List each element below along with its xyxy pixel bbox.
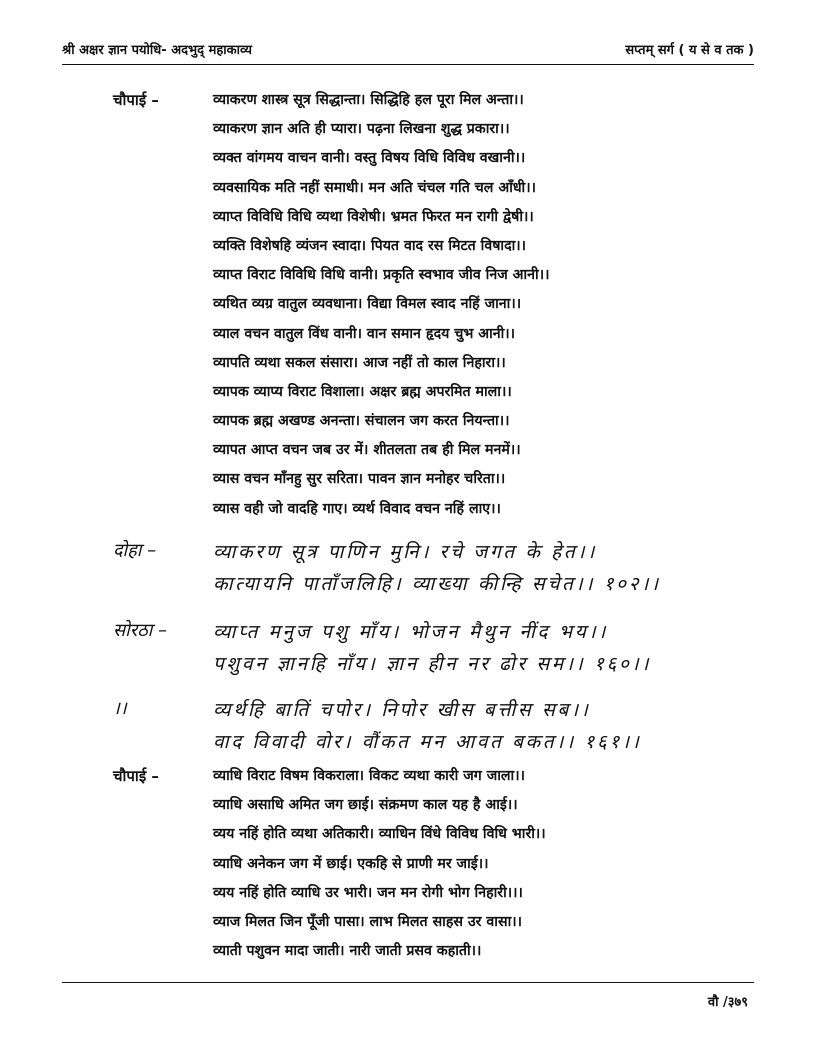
- verse-line: व्यय नहिं होति व्यथा अतिकारी। व्याधिन विंधे विविध विधि भारी।।: [213, 826, 546, 843]
- verse-line: पशुवन ज्ञानहि नाँय। ज्ञान हीन नर ढोर सम।। १६०।।: [213, 653, 652, 675]
- verse-line: व्यवसायिक मति नहीं समाधी। मन अति चंचल गति चल आँधी।।: [213, 179, 536, 196]
- verse-line: व्यास वही जो वादहि गाए। व्यर्थ विवाद वचन नहिं लाए।।: [213, 500, 501, 517]
- header-title: श्री अक्षर ज्ञान पयोधि- अदभुद् महाकाव्य: [62, 43, 252, 58]
- verse-line: व्याल वचन वातुल विंध वानी। वान समान हृदय चुभ आनी।।: [213, 325, 516, 342]
- verse-line: व्यर्थहि बातिं चपोर। निपोर खीस बत्तीस सब।।: [213, 699, 591, 721]
- verse-lines: [213, 694, 646, 758]
- verse-line: व्याकरण शास्त्र सूत्र सिद्धान्ता। सिद्धिहि हल पूरा मिल अन्ता।।: [213, 92, 524, 108]
- verse-line: व्यापक ब्रह्म अखण्ड अनन्ता। संचालन जग करत नियन्ता।।: [213, 413, 510, 430]
- verse-line: कात्यायनि पाताँजलिहि। व्याख्या कीन्हि सचेत।। १०२।।: [213, 573, 661, 595]
- page-header: [62, 36, 754, 62]
- section-label: चौपाई –: [113, 91, 159, 109]
- verse-lines: [213, 86, 646, 524]
- verse-line: व्यक्ति विशेषहि व्यंजन स्वादा। पियत वाद रस मिटत विषादा।।: [213, 237, 527, 254]
- section-label: सोरठा –: [113, 620, 168, 641]
- verse-line: व्याज मिलत जिन पूँजी पासा। लाभ मिलत साहस उर वासा।।: [213, 913, 522, 930]
- verse-line: व्याकरण सूत्र पाणिन मुनि। रचे जगत के हेत।।: [213, 541, 597, 563]
- verse-line: व्यास वचन माँनहु सुर सरिता। पावन ज्ञान मनोहर चरिता।।: [213, 471, 506, 488]
- verse-line: व्यापति व्यथा सकल संसारा। आज नहीं तो काल निहारा।।: [213, 354, 506, 371]
- header-chapter: सप्तम् सर्ग ( य से व तक ): [625, 43, 754, 58]
- verse-line: व्याधि विराट विषम विकराला। विकट व्यथा कारी जग जाला।।: [213, 768, 525, 784]
- section-label: ।।: [113, 698, 127, 719]
- verse-line: व्याती पशुवन मादा जाती। नारी जाती प्रसव कहाती।।: [213, 943, 482, 960]
- verse-line: व्यापत आप्त वचन जब उर में। शीतलता तब ही मिल मनमें।।: [213, 442, 521, 459]
- verse-line: व्यापक व्याप्य विराट विशाला। अक्षर ब्रह्म अपरमित माला।।: [213, 383, 512, 400]
- section-label: दोहा –: [113, 540, 157, 561]
- verse-line: वाद विवादी वोर। वौंकत मन आवत बकत।। १६१।।: [213, 731, 642, 753]
- verse-line: व्यथित व्यग्र वातुल व्यवधाना। विद्या विमल स्वाद नहिं जाना।।: [213, 296, 522, 313]
- section-label: चौपाई –: [113, 767, 159, 785]
- verse-line: व्याधि असाधि अमित जग छाई। संक्रमण काल यह है आई।।: [213, 797, 518, 814]
- verse-lines: [213, 536, 661, 600]
- verse-line: व्याप्त विराट विविधि विधि वानी। प्रकृति स्वभाव जीव निज आनी।।: [213, 267, 550, 284]
- header-divider: [62, 64, 754, 65]
- verse-lines: [213, 762, 646, 966]
- verse-line: व्याकरण ज्ञान अति ही प्यारा। पढ़ना लिखना शुद्ध प्रकारा।।: [213, 121, 510, 138]
- page-number: वौ /३७९: [707, 995, 748, 1010]
- verse-line: व्यक्त वांगमय वाचन वानी। वस्तु विषय विधि विविध वखानी।।: [213, 150, 526, 167]
- verse-line: व्यय नहिं होति व्याधि उर भारी। जन मन रोगी भोग निहारी।।।: [213, 884, 523, 901]
- verse-line: व्याप्त मनुज पशु माँय। भोजन मैथुन नींद भय।।: [213, 621, 608, 643]
- verse-line: व्याधि अनेकन जग में छाई। एकहि से प्राणी मर जाई।।: [213, 855, 489, 872]
- footer-divider: [62, 982, 754, 983]
- verse-lines: [213, 616, 652, 680]
- verse-line: व्याप्त विविधि विधि व्यथा विशेषी। भ्रमत फिरत मन रागी द्वेषी।।: [213, 208, 534, 225]
